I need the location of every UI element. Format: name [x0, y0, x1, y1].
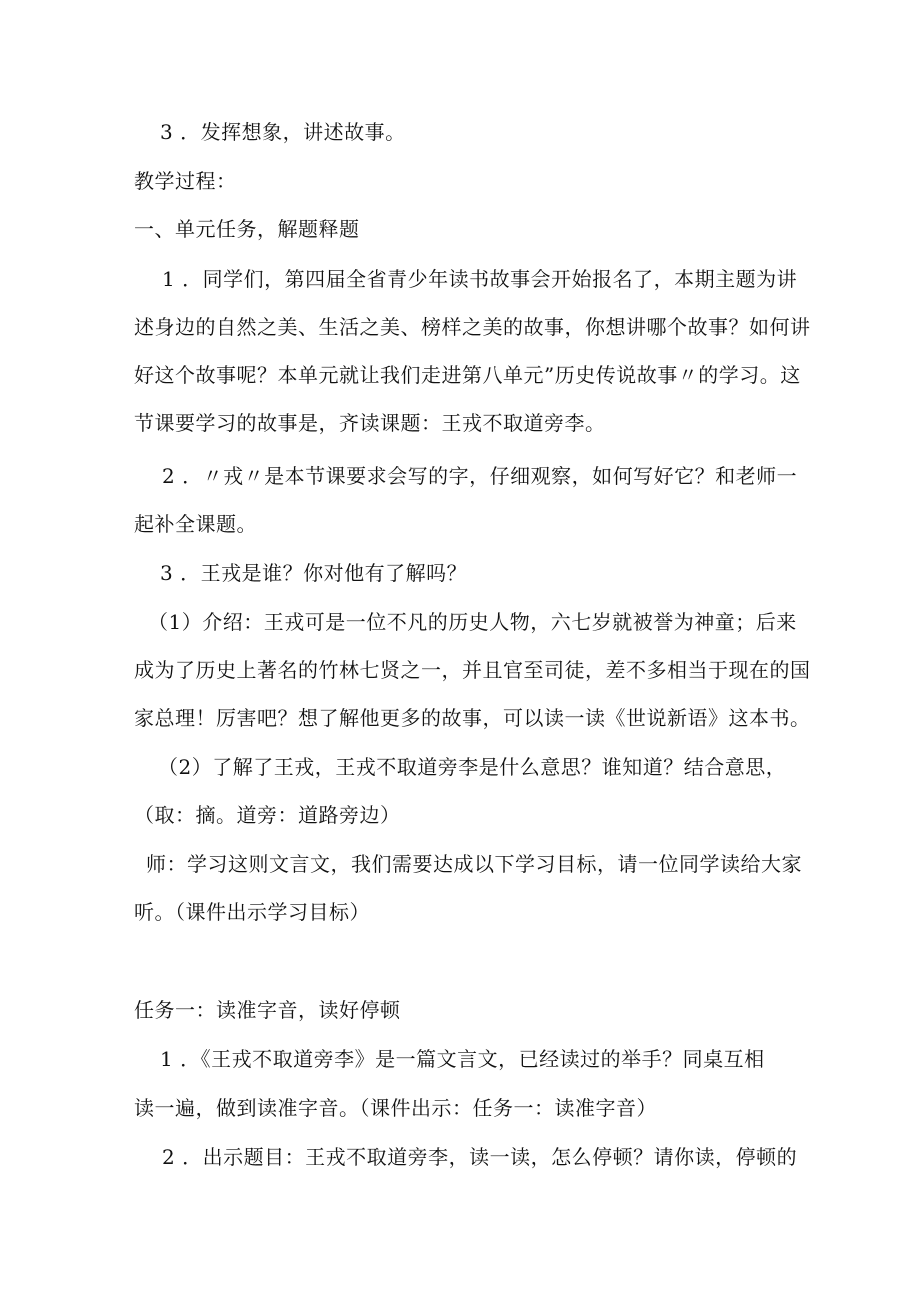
paragraph-line: 起补全课题。 [134, 512, 257, 536]
paragraph-line: 读一遍，做到读准字音。（课件出示：任务一：读准字音） [134, 1096, 657, 1120]
paragraph-line: （1）介绍：王戎可是一位不凡的历史人物，六七岁就被誉为神童；后来 [148, 610, 797, 634]
paragraph-line: 师：学习这则文言文，我们需要达成以下学习目标，请一位同学读给大家 [146, 852, 802, 876]
section-heading-unit-task: 一、单元任务，解题释题 [134, 217, 360, 241]
paragraph-line: 节课要学习的故事是，齐读课题：王戎不取道旁李。 [134, 411, 606, 435]
paragraph-line: 成为了历史上著名的竹林七贤之一，并且官至司徒，差不多相当于现在的国 [134, 658, 811, 682]
section-heading-task-one: 任务一：读准字音，读好停顿 [134, 998, 401, 1022]
objective-3: 3 ．发挥想象，讲述故事。 [160, 120, 406, 144]
paragraph-line: 好这个故事呢？本单元就让我们走进第八单元”历史传说故事〃的学习。这 [134, 363, 801, 387]
paragraph-line: （2）了解了王戎，王戎不取道旁李是什么意思？谁知道？结合意思， [158, 755, 787, 779]
paragraph-line: 家总理！厉害吧？想了解他更多的故事，可以读一读《世说新语》这本书。 [134, 706, 811, 730]
paragraph-line: 2 ．出示题目：王戎不取道旁李，读一读，怎么停顿？请你读，停顿的 [162, 1145, 798, 1169]
paragraph-line: （取：摘。道旁：道路旁边） [134, 803, 401, 827]
paragraph-line: 述身边的自然之美、生活之美、榜样之美的故事，你想讲哪个故事？如何讲 [134, 315, 811, 339]
paragraph-line: 2 ．〃戎〃是本节课要求会写的字，仔细观察，如何写好它？和老师一 [162, 464, 798, 488]
paragraph-line: 听。（课件出示学习目标） [134, 900, 370, 924]
paragraph-line: 1 ．《王戎不取道旁李》是一篇文言文，已经读过的举手？同桌互相 [160, 1047, 765, 1071]
paragraph-line: 1 ．同学们，第四届全省青少年读书故事会开始报名了，本期主题为讲 [162, 267, 798, 291]
paragraph-line: 3 ．王戎是谁？你对他有了解吗？ [160, 561, 468, 585]
section-heading-teaching-process: 教学过程： [134, 169, 237, 193]
